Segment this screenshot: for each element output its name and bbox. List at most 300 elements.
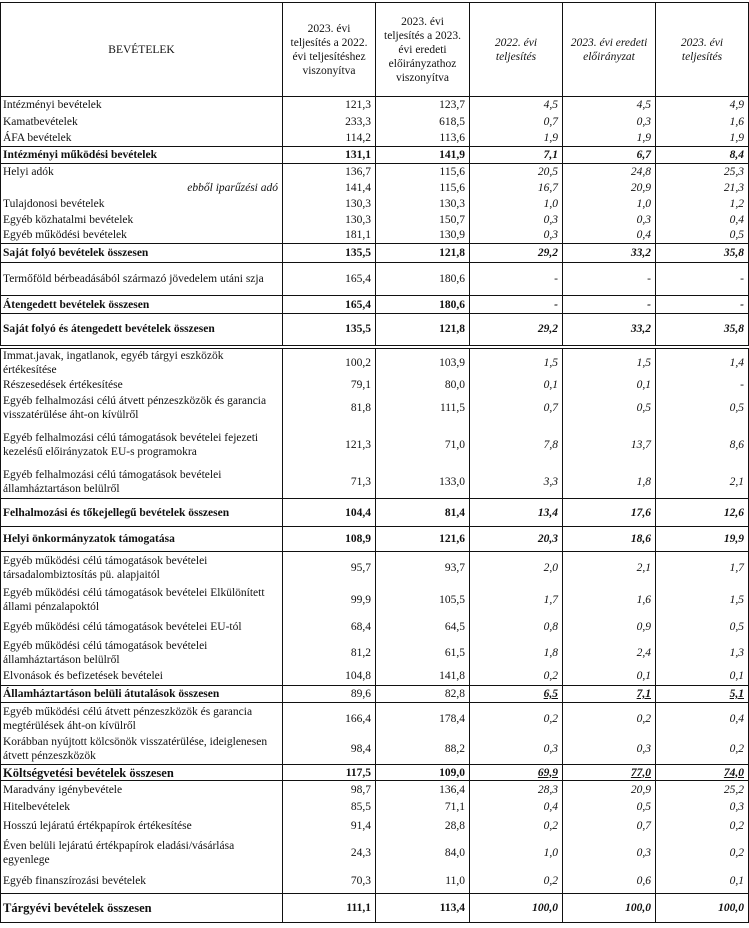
cell-value: 28,3 xyxy=(537,783,558,796)
cell-col-3 xyxy=(470,347,563,378)
cell-col-1: 81,8 xyxy=(283,392,376,424)
cell-value: 0,3 xyxy=(636,743,651,756)
cell-value: - xyxy=(647,273,651,285)
cell-value: - xyxy=(554,273,558,285)
cell-col-2: 178,4 xyxy=(376,703,470,735)
row-label: Egyéb felhalmozási célú átvett pénzeszközök és garancia visszatérülése áht-on kívülről xyxy=(1,392,283,424)
row-label: Intézményi bevételek xyxy=(1,97,283,114)
cell-col-4 xyxy=(563,196,656,212)
row-label: Felhalmozási és tőkejellegű bevételek összesen xyxy=(1,499,283,527)
cell-value: 13,4 xyxy=(537,506,558,519)
cell-col-2: 28,8 xyxy=(376,815,470,837)
cell-col-2: 136,4 xyxy=(376,781,470,799)
cell-col-2: 81,4 xyxy=(376,499,470,527)
row-label: Egyéb közhatalmi bevételek xyxy=(1,212,283,228)
cell-value: 7,1 xyxy=(636,688,651,700)
cell-col-2: 61,5 xyxy=(376,639,470,668)
cell-col-3 xyxy=(470,869,563,894)
cell-col-3 xyxy=(470,894,563,923)
table-row xyxy=(1,686,749,703)
cell-col-3 xyxy=(470,314,563,347)
row-label: ebből iparűzési adó xyxy=(1,180,283,196)
cell-value: 0,5 xyxy=(636,401,651,414)
cell-col-2: 123,7 xyxy=(376,97,470,114)
cell-col-1: 135,5 xyxy=(283,244,376,263)
cell-value: 2,0 xyxy=(543,561,558,574)
cell-col-1: 68,4 xyxy=(283,616,376,639)
table-row xyxy=(1,392,749,424)
cell-col-5 xyxy=(656,527,749,552)
cell-col-1: 95,7 xyxy=(283,552,376,584)
cell-col-3 xyxy=(470,799,563,815)
cell-col-5 xyxy=(656,147,749,164)
cell-value: 20,9 xyxy=(630,181,651,194)
cell-value: 29,2 xyxy=(537,323,558,336)
cell-col-4 xyxy=(563,527,656,552)
cell-col-3 xyxy=(470,114,563,131)
cell-value: 0,2 xyxy=(729,819,744,832)
cell-col-2: 150,7 xyxy=(376,212,470,228)
cell-value: 0,5 xyxy=(729,401,744,414)
cell-col-4 xyxy=(563,799,656,815)
cell-value: 4,5 xyxy=(636,99,651,112)
cell-col-1: 98,7 xyxy=(283,781,376,799)
cell-value: 1,5 xyxy=(543,357,558,369)
cell-col-3 xyxy=(470,765,563,781)
row-label: Átengedett bevételek összesen xyxy=(1,296,283,314)
table-row xyxy=(1,668,749,686)
cell-col-5 xyxy=(656,347,749,378)
cell-col-1: 165,4 xyxy=(283,263,376,296)
cell-col-1: 141,4 xyxy=(283,180,376,196)
cell-col-4 xyxy=(563,815,656,837)
cell-col-5 xyxy=(656,131,749,147)
table-row xyxy=(1,212,749,228)
row-label: Egyéb működési célú támogatások bevételei társadalombiztosítás pü. alapjaitól xyxy=(1,552,283,584)
table-row xyxy=(1,296,749,314)
cell-col-4 xyxy=(563,686,656,703)
cell-col-5 xyxy=(656,378,749,392)
header-2023-actual: 2023. évi teljesítés xyxy=(656,3,749,97)
row-label: Egyéb felhalmozási célú támogatások bevételei államháztartáson belülről xyxy=(1,467,283,499)
row-label: Maradvány igénybevétele xyxy=(1,781,283,799)
cell-value: 1,0 xyxy=(543,197,558,210)
cell-value: 4,5 xyxy=(543,99,558,112)
row-label: Költségvetési bevételek összesen xyxy=(1,765,283,781)
row-label: Korábban nyújtott kölcsönök visszatérülése, ideiglenesen átvett pénzeszközök xyxy=(1,735,283,765)
cell-col-5 xyxy=(656,894,749,923)
cell-col-2: 11,0 xyxy=(376,869,470,894)
cell-col-2: 113,4 xyxy=(376,894,470,923)
header-ratio-plan: 2023. évi teljesítés a 2023. évi eredeti előirányzathoz viszonyítva xyxy=(376,3,470,97)
cell-value: 0,3 xyxy=(729,800,744,813)
cell-value: 0,4 xyxy=(543,800,558,813)
cell-col-3 xyxy=(470,735,563,765)
cell-col-1: 104,8 xyxy=(283,668,376,686)
table-row xyxy=(1,228,749,244)
cell-col-2: 121,6 xyxy=(376,527,470,552)
cell-col-1: 130,3 xyxy=(283,212,376,228)
cell-col-5 xyxy=(656,837,749,869)
cell-value: 0,2 xyxy=(543,670,558,683)
cell-value: 69,9 xyxy=(537,766,558,779)
cell-col-5 xyxy=(656,164,749,180)
cell-col-1: 89,6 xyxy=(283,686,376,703)
row-label: Saját folyó és átengedett bevételek összesen xyxy=(1,314,283,347)
cell-value: 0,3 xyxy=(636,116,651,128)
cell-col-4 xyxy=(563,392,656,424)
cell-col-2: 88,2 xyxy=(376,735,470,765)
cell-col-3 xyxy=(470,616,563,639)
cell-value: 20,5 xyxy=(537,165,558,178)
cell-value: 100,0 xyxy=(625,902,651,914)
cell-value: 1,6 xyxy=(729,116,744,128)
cell-value: - xyxy=(740,273,744,285)
cell-col-3 xyxy=(470,147,563,164)
cell-col-2: 115,6 xyxy=(376,164,470,180)
cell-col-2: 180,6 xyxy=(376,263,470,296)
cell-col-1: 131,1 xyxy=(283,147,376,164)
row-label: Egyéb működési célú támogatások bevételei államháztartáson belülről xyxy=(1,639,283,668)
cell-col-5 xyxy=(656,467,749,499)
table-row xyxy=(1,180,749,196)
cell-col-2: 111,5 xyxy=(376,392,470,424)
cell-col-1: 91,4 xyxy=(283,815,376,837)
cell-value: 7,8 xyxy=(543,439,558,451)
cell-value: 1,8 xyxy=(543,647,558,659)
table-row xyxy=(1,703,749,735)
row-label: Intézményi működési bevételek xyxy=(1,147,283,164)
cell-value: 25,3 xyxy=(723,165,744,178)
cell-col-4 xyxy=(563,765,656,781)
cell-col-3 xyxy=(470,552,563,584)
cell-col-1: 104,4 xyxy=(283,499,376,527)
cell-col-3 xyxy=(470,703,563,735)
cell-col-2: 121,8 xyxy=(376,244,470,263)
cell-col-5 xyxy=(656,228,749,244)
cell-col-3 xyxy=(470,392,563,424)
cell-value: 1,9 xyxy=(543,132,558,145)
cell-col-5 xyxy=(656,765,749,781)
cell-col-2: 71,0 xyxy=(376,424,470,467)
cell-col-4 xyxy=(563,212,656,228)
cell-col-5 xyxy=(656,668,749,686)
cell-value: 1,3 xyxy=(729,647,744,659)
cell-col-5 xyxy=(656,686,749,703)
cell-value: 0,1 xyxy=(636,670,651,683)
cell-col-5 xyxy=(656,639,749,668)
cell-col-3 xyxy=(470,244,563,263)
cell-col-5 xyxy=(656,114,749,131)
cell-col-4 xyxy=(563,584,656,616)
row-label: ÁFA bevételek xyxy=(1,131,283,147)
row-label: Éven belüli lejáratú értékpapírok eladási/vásárlása egyenlege xyxy=(1,837,283,869)
cell-col-3 xyxy=(470,180,563,196)
cell-col-2: 93,7 xyxy=(376,552,470,584)
cell-value: 0,2 xyxy=(543,874,558,887)
cell-col-3 xyxy=(470,296,563,314)
row-label: Termőföld bérbeadásából származó jövedelem utáni szja xyxy=(1,263,283,296)
cell-value: 0,7 xyxy=(543,401,558,414)
cell-col-4 xyxy=(563,552,656,584)
cell-col-2: 103,9 xyxy=(376,347,470,378)
cell-col-5 xyxy=(656,424,749,467)
cell-col-4 xyxy=(563,378,656,392)
cell-value: 20,3 xyxy=(537,533,558,545)
table-row xyxy=(1,314,749,347)
cell-value: 100,0 xyxy=(718,902,744,914)
table-row xyxy=(1,584,749,616)
cell-col-5 xyxy=(656,314,749,347)
cell-col-4 xyxy=(563,467,656,499)
header-revenues: BEVÉTELEK xyxy=(1,3,283,97)
cell-value: 0,7 xyxy=(543,116,558,128)
cell-col-5 xyxy=(656,296,749,314)
cell-col-3 xyxy=(470,131,563,147)
cell-col-3 xyxy=(470,527,563,552)
cell-value: 1,4 xyxy=(729,357,744,369)
cell-value: 0,4 xyxy=(729,213,744,226)
table-row xyxy=(1,164,749,180)
cell-value: 19,9 xyxy=(723,533,744,545)
row-label: Helyi adók xyxy=(1,164,283,180)
cell-col-1: 135,5 xyxy=(283,314,376,347)
table-row xyxy=(1,347,749,378)
cell-col-2: 105,5 xyxy=(376,584,470,616)
table-row xyxy=(1,815,749,837)
cell-col-4 xyxy=(563,424,656,467)
cell-value: 74,0 xyxy=(723,766,744,779)
cell-col-1: 108,9 xyxy=(283,527,376,552)
row-label: Részesedések értékesítése xyxy=(1,378,283,392)
cell-value: 1,7 xyxy=(543,593,558,606)
cell-col-4 xyxy=(563,314,656,347)
cell-value: 1,5 xyxy=(636,357,651,369)
cell-value: 0,2 xyxy=(729,743,744,756)
cell-col-4 xyxy=(563,147,656,164)
cell-col-1: 98,4 xyxy=(283,735,376,765)
cell-value: 0,1 xyxy=(729,874,744,887)
cell-col-4 xyxy=(563,781,656,799)
cell-col-2: 180,6 xyxy=(376,296,470,314)
row-label: Egyéb működési célú átvett pénzeszközök és garancia megtérülések áht-on kívülről xyxy=(1,703,283,735)
row-label: Saját folyó bevételek összesen xyxy=(1,244,283,263)
cell-value: 0,2 xyxy=(543,819,558,832)
cell-value: 0,1 xyxy=(636,378,651,391)
cell-value: 0,2 xyxy=(729,846,744,859)
row-label: Kamatbevételek xyxy=(1,114,283,131)
cell-col-1: 233,3 xyxy=(283,114,376,131)
row-label: Elvonások és befizetések bevételei xyxy=(1,668,283,686)
table-row xyxy=(1,97,749,114)
cell-value: 1,9 xyxy=(636,132,651,145)
cell-col-2: 618,5 xyxy=(376,114,470,131)
cell-col-2: 71,1 xyxy=(376,799,470,815)
row-label: Immat.javak, ingatlanok, egyéb tárgyi eszközök értékesítése xyxy=(1,347,283,378)
cell-value: 2,1 xyxy=(729,476,744,489)
cell-col-3 xyxy=(470,781,563,799)
cell-col-5 xyxy=(656,735,749,765)
cell-value: 0,9 xyxy=(636,621,651,633)
cell-value: 0,4 xyxy=(636,229,651,242)
cell-col-5 xyxy=(656,799,749,815)
cell-col-1: 111,1 xyxy=(283,894,376,923)
table-row xyxy=(1,527,749,552)
cell-value: 20,9 xyxy=(630,783,651,796)
cell-col-4 xyxy=(563,347,656,378)
cell-col-5 xyxy=(656,196,749,212)
cell-col-1: 121,3 xyxy=(283,97,376,114)
cell-col-3 xyxy=(470,378,563,392)
cell-col-2: 64,5 xyxy=(376,616,470,639)
cell-value: 8,4 xyxy=(729,149,744,161)
cell-col-3 xyxy=(470,815,563,837)
table-row xyxy=(1,467,749,499)
header-2023-plan: 2023. évi eredeti előirányzat xyxy=(563,3,656,97)
cell-col-2: 133,0 xyxy=(376,467,470,499)
cell-value: 0,8 xyxy=(543,621,558,633)
cell-value: 35,8 xyxy=(723,323,744,336)
table-row xyxy=(1,131,749,147)
table-row xyxy=(1,196,749,212)
cell-col-4 xyxy=(563,869,656,894)
cell-value: 7,1 xyxy=(543,149,558,161)
cell-value: 33,2 xyxy=(630,247,651,259)
cell-value: 0,3 xyxy=(543,213,558,226)
cell-col-2: 113,6 xyxy=(376,131,470,147)
cell-col-1: 181,1 xyxy=(283,228,376,244)
table-row xyxy=(1,378,749,392)
cell-value: 100,0 xyxy=(532,902,558,914)
cell-col-1: 79,1 xyxy=(283,378,376,392)
cell-value: 0,6 xyxy=(636,874,651,887)
cell-col-3 xyxy=(470,228,563,244)
cell-col-4 xyxy=(563,164,656,180)
cell-col-1: 166,4 xyxy=(283,703,376,735)
cell-col-4 xyxy=(563,894,656,923)
cell-value: 1,0 xyxy=(636,197,651,210)
cell-col-4 xyxy=(563,180,656,196)
cell-col-2: 80,0 xyxy=(376,378,470,392)
table-row xyxy=(1,799,749,815)
table-row xyxy=(1,263,749,296)
cell-col-1: 165,4 xyxy=(283,296,376,314)
row-label: Helyi önkormányzatok támogatása xyxy=(1,527,283,552)
cell-col-1: 136,7 xyxy=(283,164,376,180)
row-label: Egyéb működési célú támogatások bevételei Elkülönített állami pénzalapoktól xyxy=(1,584,283,616)
cell-value: 0,1 xyxy=(729,670,744,683)
cell-col-3 xyxy=(470,424,563,467)
cell-value: - xyxy=(740,298,744,311)
cell-col-3 xyxy=(470,263,563,296)
cell-col-3 xyxy=(470,97,563,114)
cell-value: 1,2 xyxy=(729,197,744,210)
cell-col-3 xyxy=(470,467,563,499)
row-label: Hosszú lejáratú értékpapírok értékesítése xyxy=(1,815,283,837)
table-row xyxy=(1,552,749,584)
cell-value: 35,8 xyxy=(723,247,744,259)
cell-col-5 xyxy=(656,392,749,424)
cell-col-5 xyxy=(656,263,749,296)
row-label: Tulajdonosi bevételek xyxy=(1,196,283,212)
cell-value: 18,6 xyxy=(630,533,651,545)
table-row xyxy=(1,114,749,131)
cell-value: 12,6 xyxy=(723,506,744,519)
cell-col-2: 109,0 xyxy=(376,765,470,781)
cell-col-4 xyxy=(563,228,656,244)
cell-value: 0,5 xyxy=(729,621,744,633)
cell-value: 6,5 xyxy=(543,688,558,700)
cell-value: 1,8 xyxy=(636,476,651,489)
cell-col-3 xyxy=(470,668,563,686)
cell-value: 0,1 xyxy=(543,378,558,391)
cell-col-3 xyxy=(470,584,563,616)
cell-value: 0,5 xyxy=(729,229,744,242)
cell-col-4 xyxy=(563,114,656,131)
cell-col-1: 117,5 xyxy=(283,765,376,781)
table-row xyxy=(1,639,749,668)
cell-value: 0,2 xyxy=(543,712,558,725)
header-2022-actual: 2022. évi teljesítés xyxy=(470,3,563,97)
cell-col-4 xyxy=(563,244,656,263)
cell-col-1: 114,2 xyxy=(283,131,376,147)
cell-col-5 xyxy=(656,616,749,639)
cell-col-5 xyxy=(656,781,749,799)
table-row xyxy=(1,616,749,639)
table-row xyxy=(1,424,749,467)
cell-col-3 xyxy=(470,164,563,180)
cell-col-3 xyxy=(470,639,563,668)
cell-value: 16,7 xyxy=(537,181,558,194)
cell-col-1: 24,3 xyxy=(283,837,376,869)
cell-col-1: 85,5 xyxy=(283,799,376,815)
cell-col-2: 141,8 xyxy=(376,668,470,686)
cell-col-5 xyxy=(656,499,749,527)
cell-value: 0,3 xyxy=(543,743,558,756)
table-row xyxy=(1,781,749,799)
row-label: Államháztartáson belüli átutalások összesen xyxy=(1,686,283,703)
cell-value: 8,6 xyxy=(729,439,744,451)
cell-col-1: 121,3 xyxy=(283,424,376,467)
cell-col-1: 100,2 xyxy=(283,347,376,378)
cell-value: 13,7 xyxy=(630,439,651,451)
cell-col-1: 81,2 xyxy=(283,639,376,668)
table-row xyxy=(1,869,749,894)
cell-value: 0,7 xyxy=(636,819,651,832)
cell-value: 5,1 xyxy=(729,688,744,700)
cell-value: 0,5 xyxy=(636,800,651,813)
table-header-row xyxy=(1,3,749,97)
cell-value: 25,2 xyxy=(723,783,744,796)
cell-col-1: 99,9 xyxy=(283,584,376,616)
cell-col-5 xyxy=(656,552,749,584)
cell-value: 0,3 xyxy=(636,846,651,859)
cell-col-4 xyxy=(563,837,656,869)
cell-col-4 xyxy=(563,735,656,765)
row-label: Egyéb működési bevételek xyxy=(1,228,283,244)
cell-value: 0,4 xyxy=(729,712,744,725)
cell-value: 24,8 xyxy=(630,165,651,178)
cell-value: 0,3 xyxy=(636,213,651,226)
cell-col-2: 115,6 xyxy=(376,180,470,196)
cell-col-5 xyxy=(656,180,749,196)
cell-col-5 xyxy=(656,212,749,228)
cell-col-4 xyxy=(563,296,656,314)
cell-col-2: 121,8 xyxy=(376,314,470,347)
cell-value: 1,0 xyxy=(543,846,558,859)
table-row xyxy=(1,735,749,765)
cell-value: - xyxy=(740,378,744,391)
